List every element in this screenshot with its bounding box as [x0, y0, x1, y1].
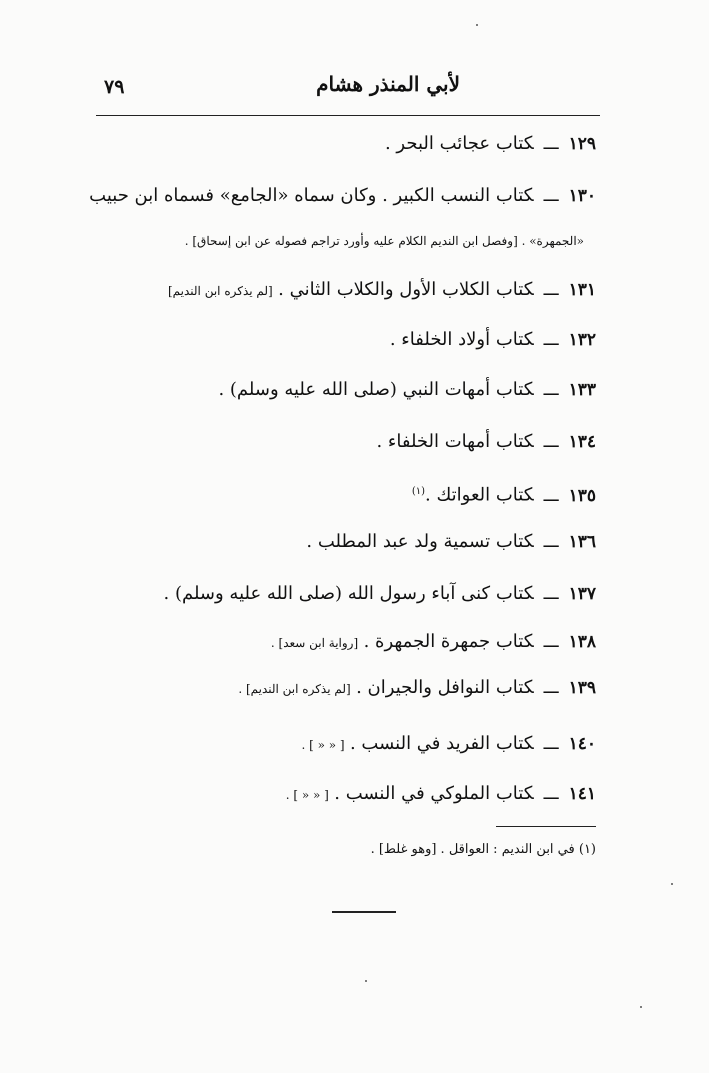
list-item	[301, 732, 596, 757]
entry-note: [ « « ] .	[285, 788, 329, 802]
entry-dash: ـــ	[543, 330, 559, 350]
paper-speck	[476, 24, 478, 26]
entry-text: كتاب النوافل والجيران .	[356, 677, 534, 698]
entry-dash: ـــ	[543, 678, 559, 698]
entry-text: كتاب تسمية ولد عبد المطلب .	[306, 531, 534, 552]
list-item	[89, 184, 596, 208]
footnote-rule	[496, 826, 596, 827]
entry-note: [لم يذكره ابن النديم]	[167, 284, 273, 298]
entry-text: كتاب النسب الكبير . وكان سماه «الجامع» فسماه ابن حبيب	[89, 185, 534, 206]
entry-number: ١٣١	[568, 280, 596, 300]
list-item	[271, 630, 596, 655]
entry-number: ١٣٢	[568, 330, 596, 350]
entry-dash: ـــ	[543, 280, 559, 300]
entry-dash: ـــ	[543, 485, 559, 506]
page-header	[96, 72, 600, 108]
footnote-marker: (١)	[411, 486, 426, 497]
list-item	[412, 480, 596, 508]
paper-speck	[365, 980, 367, 982]
entry-dash: ـــ	[543, 134, 559, 154]
running-title: لأبي المنذر هشام	[316, 72, 460, 96]
end-ornament	[332, 911, 396, 913]
page-number: ٧٩	[104, 76, 125, 98]
entry-number: ١٢٩	[568, 134, 596, 154]
entry-number: ١٣٧	[568, 584, 596, 604]
list-item	[376, 430, 596, 454]
entry-number: ١٣٣	[568, 380, 596, 400]
list-item	[218, 378, 596, 402]
paper-speck	[640, 1006, 642, 1008]
entry-number: ١٣٩	[568, 678, 596, 698]
entry-dash: ـــ	[543, 784, 559, 804]
entry-number: ١٣٦	[568, 532, 596, 552]
list-item	[286, 782, 596, 807]
footnote: (١) في ابن النديم : العواقل . [وهو غلط] .	[370, 842, 596, 857]
entry-note: [رواية ابن سعد] .	[270, 636, 359, 650]
entry-number: ١٣٨	[568, 632, 596, 652]
entry-number: ١٣٠	[568, 186, 596, 206]
entry-note: [لم يذكره ابن النديم] .	[238, 682, 351, 696]
paper-speck	[671, 883, 673, 885]
entry-note: [ « « ] .	[301, 738, 345, 752]
entry-number: ١٤١	[568, 784, 596, 804]
entry-text: كتاب أمهات الخلفاء .	[376, 431, 534, 452]
entry-text: كتاب أمهات النبي (صلى الله عليه وسلم) .	[218, 379, 534, 400]
entry-dash: ـــ	[543, 186, 559, 206]
list-item	[168, 278, 596, 303]
entry-dash: ـــ	[543, 734, 559, 754]
list-item	[306, 530, 596, 554]
entry-dash: ـــ	[543, 632, 559, 652]
list-item	[238, 676, 596, 701]
entry-dash: ـــ	[543, 380, 559, 400]
entry-text: كتاب جمهرة الجمهرة .	[363, 631, 534, 652]
entry-number: ١٣٥	[568, 485, 596, 506]
entry-text: كتاب كنى آباء رسول الله (صلى الله عليه وسلم) .	[163, 583, 534, 604]
entry-text: كتاب الملوكي في النسب .	[334, 783, 534, 804]
entry-number: ١٣٤	[568, 432, 596, 452]
header-rule	[96, 115, 600, 116]
entry-text: كتاب الكلاب الأول والكلاب الثاني .	[278, 279, 534, 300]
entry-dash: ـــ	[543, 584, 559, 604]
list-item	[390, 328, 596, 352]
list-item	[164, 582, 596, 606]
entry-continuation: «الجمهرة» . [وفصل ابن النديم الكلام عليه وأورد تراجم فصوله عن ابن إسحاق] .	[184, 234, 584, 248]
list-item	[385, 132, 596, 156]
entry-text: كتاب الفريد في النسب .	[349, 733, 534, 754]
entry-number: ١٤٠	[568, 734, 596, 754]
entry-dash: ـــ	[543, 532, 559, 552]
entry-text: كتاب أولاد الخلفاء .	[389, 329, 534, 350]
entry-text: كتاب عجائب البحر .	[384, 133, 534, 154]
entry-dash: ـــ	[543, 432, 559, 452]
entry-text: كتاب العواتك .	[425, 484, 534, 506]
